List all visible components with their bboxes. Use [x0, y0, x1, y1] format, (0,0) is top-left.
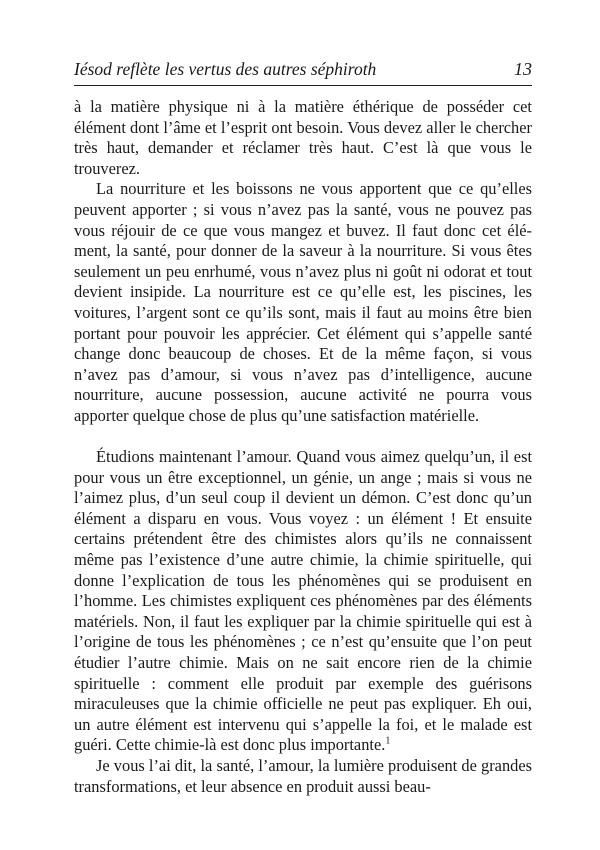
book-page: [74, 58, 532, 797]
paragraph-1: à la matière physique ni à la matière éthérique de posséder cet élément dont l’âme et l’esprit ont besoin. Vous devez aller le chercher très haut, demander et réclamer très haut. C’est là que vous le trouverez.: [74, 97, 532, 178]
body-text: [74, 97, 532, 797]
paragraph-3-text: Étudions maintenant l’amour. Quand vous aimez quelqu’un, il est pour vous un être exceptionnel, un génie, un ange ; mais si vous ne l’aimez plus, d’un seul coup il devient un démon. C’est donc qu’un élément a disparu en vous. Vous voyez : un élément ! Et ensuite certains prétendent être des chimistes alors qu’ils ne connaissent même pas l’existence d’une autre chimie, la chimie spirituelle, qui donne l’explication de tous les phénomènes qui se produisent en l’homme. Les chimistes expliquent ces phénomènes par des éléments matériels. Non, il faut les expliquer par la chimie spirituelle qui est à l’origine de tous les phénomènes ; ce n’est qu’ensuite que l’on peut étudier l’autre chimie. Mais on ne sait encore rien de la chimie spirituelle : comment elle produit par exemple des guérisons miraculeuses que la chimie officielle ne peut pas expliquer. Eh oui, un autre élément est intervenu qui s’appelle la foi, et le malade est guéri. Cette chimie-là est donc plus importante.: [74, 447, 532, 755]
footnote-marker: 1: [385, 735, 391, 747]
paragraph-2: La nourriture et les boissons ne vous apportent que ce qu’elles peuvent apporter ; si vous n’avez pas la santé, vous ne pouvez pas vous réjouir de ce que vous mangez et buvez. Il faut donc cet élément, la santé, pour donner de la saveur à la nourriture. Si vous êtes seulement un peu enrhumé, vous n’avez plus ni goût ni odorat et tout devient insipide. La nourriture est ce qu’elle est, les piscines, les voitures, l’argent sont ce qu’ils sont, mais il faut au moins être bien portant pour pouvoir les apprécier. Cet élément qui s’appelle santé change donc beaucoup de choses. Et de la même façon, si vous n’avez pas d’amour, si vous n’avez pas d’intelligence, aucune nourriture, aucune possession, aucune activité ne pourra vous apporter quelque chose de plus qu’une satisfaction matérielle.: [74, 179, 532, 425]
paragraph-3: [74, 447, 532, 756]
page-number: 13: [514, 59, 532, 79]
paragraph-4: Je vous l’ai dit, la santé, l’amour, la lumière produisent de grandes transformations, et leur absence en produit aussi beau-: [74, 756, 532, 796]
running-head: [74, 58, 532, 86]
running-title: Iésod reflète les vertus des autres séphiroth: [74, 59, 377, 79]
